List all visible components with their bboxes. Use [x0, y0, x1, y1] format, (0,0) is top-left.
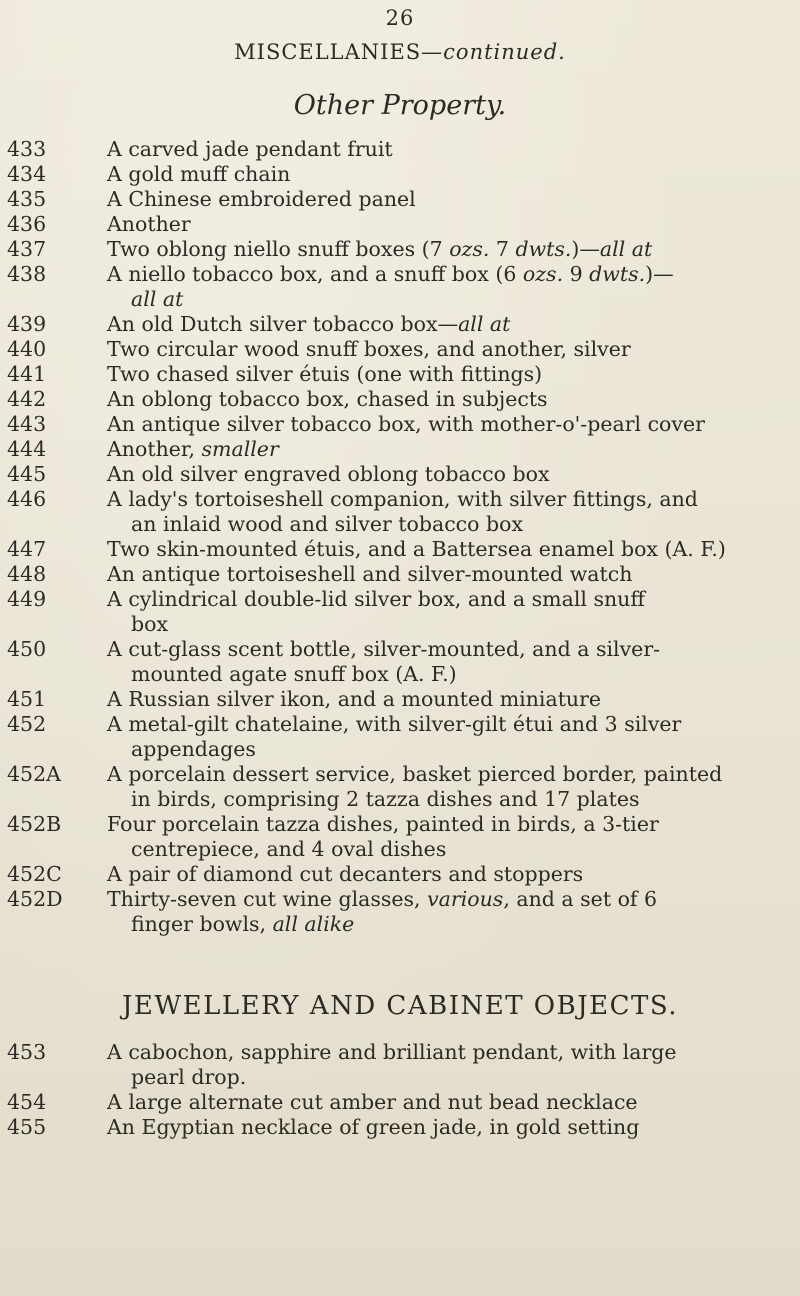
- description-line: A carved jade pendant fruit: [107, 137, 393, 161]
- description-line: A pair of diamond cut decanters and stoppers: [107, 862, 584, 886]
- lot-number: 455: [7, 1115, 47, 1139]
- lot-number: 452B: [7, 812, 62, 836]
- description-line: all at: [131, 287, 184, 311]
- description-line: Two circular wood snuff boxes, and another, silver: [107, 337, 631, 361]
- lot-entry: [0, 1040, 800, 1090]
- lot-entry: [0, 212, 800, 237]
- lot-number: 441: [7, 362, 47, 386]
- description-line: in birds, comprising 2 tazza dishes and 17 plates: [131, 787, 640, 811]
- lot-entry: [0, 712, 800, 762]
- lot-entry: [0, 537, 800, 562]
- lot-description: [107, 137, 800, 162]
- lot-description: [107, 487, 800, 537]
- lot-description: [107, 212, 800, 237]
- lot-entry: [0, 862, 800, 887]
- lot-description: [107, 1115, 800, 1140]
- lot-number: 433: [7, 137, 47, 161]
- lot-number: 452D: [7, 887, 63, 911]
- lot-description: [107, 887, 800, 937]
- page-number: 26: [385, 6, 415, 30]
- lot-number: 452A: [7, 762, 61, 786]
- lot-entry: [0, 1115, 800, 1140]
- description-line: mounted agate snuff box (A. F.): [131, 662, 457, 686]
- jewellery-section-title: JEWELLERY AND CABINET OBJECTS.: [121, 991, 679, 1021]
- jewellery-list: [0, 1040, 800, 1140]
- description-line: An antique silver tobacco box, with mother-o'-pearl cover: [107, 412, 705, 436]
- description-line: Another, smaller: [107, 437, 279, 461]
- lot-number: 434: [7, 162, 47, 186]
- lot-entry: [0, 487, 800, 537]
- lot-entry: [0, 337, 800, 362]
- lot-entry: [0, 562, 800, 587]
- lot-number: 444: [7, 437, 47, 461]
- lot-description: [107, 437, 800, 462]
- lot-entry: [0, 587, 800, 637]
- description-line: Two oblong niello snuff boxes (7 ozs. 7 dwts.)—all at: [107, 237, 653, 261]
- description-line: An old Dutch silver tobacco box—all at: [107, 312, 511, 336]
- description-line: An Egyptian necklace of green jade, in gold setting: [107, 1115, 640, 1139]
- description-line: A niello tobacco box, and a snuff box (6 ozs. 9 dwts.)—: [107, 262, 674, 286]
- lot-number: 446: [7, 487, 47, 511]
- lot-description: [107, 1090, 800, 1115]
- description-line: A lady's tortoiseshell companion, with silver fittings, and: [107, 487, 698, 511]
- lot-number: 445: [7, 462, 47, 486]
- lot-number: 448: [7, 562, 47, 586]
- lot-entry: [0, 687, 800, 712]
- description-line: A cylindrical double-lid silver box, and a small snuff: [107, 587, 645, 611]
- lot-number: 439: [7, 312, 47, 336]
- lot-entry: [0, 387, 800, 412]
- lot-description: [107, 337, 800, 362]
- lot-description: [107, 387, 800, 412]
- lot-description: [107, 637, 800, 687]
- description-line: A cut-glass scent bottle, silver-mounted, and a silver-: [107, 637, 661, 661]
- lot-entry: [0, 762, 800, 812]
- description-line: A gold muff chain: [107, 162, 291, 186]
- lot-entry: [0, 137, 800, 162]
- description-line: finger bowls, all alike: [131, 912, 355, 936]
- lot-number: 449: [7, 587, 47, 611]
- lot-number: 437: [7, 237, 47, 261]
- lot-entry: [0, 162, 800, 187]
- description-line: Two chased silver étuis (one with fittings): [107, 362, 543, 386]
- description-line: Four porcelain tazza dishes, painted in birds, a 3-tier: [107, 812, 659, 836]
- lot-description: [107, 237, 800, 262]
- lot-entry: [0, 812, 800, 862]
- lot-number: 454: [7, 1090, 47, 1114]
- description-line: Two skin-mounted étuis, and a Battersea enamel box (A. F.): [107, 537, 726, 561]
- subsection-title: Other Property.: [293, 90, 507, 121]
- lot-entry: [0, 412, 800, 437]
- lot-description: [107, 762, 800, 812]
- lot-number: 452C: [7, 862, 62, 886]
- lot-number: 451: [7, 687, 47, 711]
- description-line: appendages: [131, 737, 256, 761]
- lot-description: [107, 537, 800, 562]
- lot-number: 436: [7, 212, 47, 236]
- lot-number: 453: [7, 1040, 47, 1064]
- lot-entry: [0, 187, 800, 212]
- lot-entry: [0, 237, 800, 262]
- lot-description: [107, 412, 800, 437]
- description-line: pearl drop.: [131, 1065, 247, 1089]
- lot-number: 452: [7, 712, 47, 736]
- lot-description: [107, 687, 800, 712]
- section-title-text: MISCELLANIES: [234, 40, 422, 64]
- lot-description: [107, 312, 800, 337]
- description-line: A large alternate cut amber and nut bead necklace: [107, 1090, 638, 1114]
- description-line: Another: [107, 212, 191, 236]
- lot-number: 450: [7, 637, 47, 661]
- lot-number: 443: [7, 412, 47, 436]
- other-property-list: [0, 137, 800, 937]
- lot-description: [107, 262, 800, 312]
- lot-entry: [0, 637, 800, 687]
- description-line: An old silver engraved oblong tobacco box: [107, 462, 550, 486]
- lot-entry: [0, 462, 800, 487]
- description-line: A cabochon, sapphire and brilliant pendant, with large: [107, 1040, 677, 1064]
- lot-entry: [0, 262, 800, 312]
- lot-description: [107, 812, 800, 862]
- description-line: A porcelain dessert service, basket pierced border, painted: [107, 762, 723, 786]
- description-line: An antique tortoiseshell and silver-mounted watch: [107, 562, 633, 586]
- lot-entry: [0, 887, 800, 937]
- lot-description: [107, 462, 800, 487]
- description-line: Thirty-seven cut wine glasses, various, and a set of 6: [107, 887, 658, 911]
- lot-entry: [0, 362, 800, 387]
- lot-number: 438: [7, 262, 47, 286]
- description-line: An oblong tobacco box, chased in subjects: [107, 387, 548, 411]
- lot-description: [107, 562, 800, 587]
- description-line: centrepiece, and 4 oval dishes: [131, 837, 447, 861]
- description-line: box: [131, 612, 169, 636]
- lot-description: [107, 587, 800, 637]
- description-line: A Russian silver ikon, and a mounted miniature: [107, 687, 602, 711]
- description-line: A Chinese embroidered panel: [107, 187, 416, 211]
- lot-number: 442: [7, 387, 47, 411]
- lot-description: [107, 1040, 800, 1090]
- lot-entry: [0, 437, 800, 462]
- section-title: [0, 40, 800, 64]
- lot-description: [107, 712, 800, 762]
- lot-description: [107, 362, 800, 387]
- lot-description: [107, 862, 800, 887]
- lot-entry: [0, 1090, 800, 1115]
- lot-number: 435: [7, 187, 47, 211]
- section-continued: —continued.: [421, 40, 566, 64]
- lot-description: [107, 162, 800, 187]
- lot-number: 440: [7, 337, 47, 361]
- lot-number: 447: [7, 537, 47, 561]
- lot-entry: [0, 312, 800, 337]
- lot-description: [107, 187, 800, 212]
- description-line: A metal-gilt chatelaine, with silver-gilt étui and 3 silver: [107, 712, 682, 736]
- description-line: an inlaid wood and silver tobacco box: [131, 512, 524, 536]
